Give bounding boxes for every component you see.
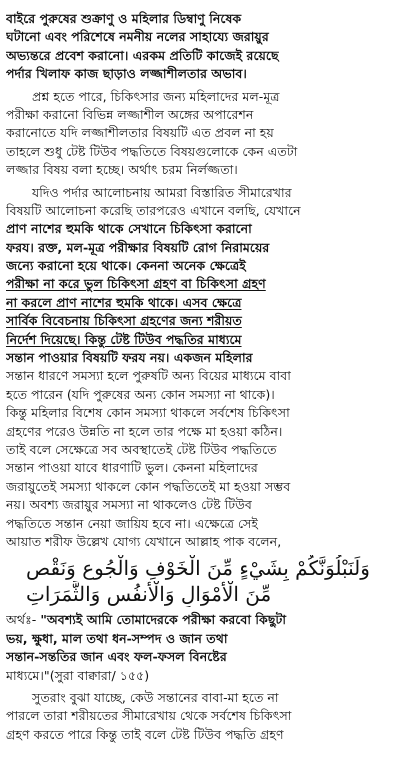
text-line: বিষয়টি আলোচনা করেছি তারপরেও এখানে বলছি, যেখানে xyxy=(6,202,301,218)
text-line: ভয়, ক্ষুধা, মাল তথা ধন-সম্পদ ও জান তথা xyxy=(6,630,228,646)
translation-text: "অবশ্যই আমি তোমাদেরকে পরীক্ষা করবো কিছুটা xyxy=(40,612,286,628)
text-line-emphasis: না করলে প্রাণ নাশের হুমকি থাকে। এসব ক্ষেত্রে xyxy=(6,294,242,310)
text-line: অভ্যন্তরে প্রবেশ করানো। এরকম প্রতিটি কাজেই রয়েছে xyxy=(6,47,279,63)
paragraph-conclusion xyxy=(6,689,394,744)
text-line: সুতরাং বুঝা যাচ্ছে, কেউ সন্তানের বাবা-মা হতে না xyxy=(32,689,279,705)
paragraph-explanation xyxy=(6,184,394,552)
text-line: গ্রহণের পরেও উন্নতি না হলে তার পক্ষে মা হওয়া কঠিন। xyxy=(6,423,283,439)
text-line: তাহলে শুধু টেষ্ট টিউব পদ্ধতিতে বিষয়গুলোকে কেন এতটা xyxy=(6,143,298,159)
text-line: লজ্জার বিষয় বলা হচ্ছে। অর্থাৎ চরম নির্লজ্জতা। xyxy=(6,162,238,178)
text-line: জরায়ুতেই সমস্যা থাকলে কোন পদ্ধতিতেই মা হওয়া সম্ভব xyxy=(6,478,291,494)
text-line: পরীক্ষা করানো বিভিন্ন লজ্জাশীল অঙ্গের অপারেশন xyxy=(6,106,254,122)
text-line: হতে পারেন (যদি পুরুষের অন্য কোন সমস্যা না থাকে)। xyxy=(6,386,275,402)
text-line: করানোতে যদি লজ্জাশীলতার বিষয়টি এত প্রবল না হয় xyxy=(6,125,274,141)
arabic-verse-line: وَلَنَبْلُوَنَّكُمْ بِشَيْءٍ مِّنَ الْخَوْفِ وَالْجُوعِ وَنَقْصٍ xyxy=(26,556,370,581)
text-line-emphasis: প্রাণ নাশের হুমকি থাকে সেখানে চিকিৎসা করানো xyxy=(6,221,252,237)
verse-translation xyxy=(6,611,394,685)
paragraph-intro-continuation xyxy=(6,10,394,84)
text-line: তাই বলে সেক্ষেত্রে সব অবস্থাতেই টেষ্ট টিউব পদ্ধতিতে xyxy=(6,441,277,457)
text-line: সন্তান-সন্ততির জান এবং ফল-ফসল বিনষ্টের xyxy=(6,649,227,665)
text-line: সন্তান ধারণে সমস্যা হলে পুরুষটি অন্য বিয়ের মাধ্যমে বাবা xyxy=(6,368,291,384)
paragraph-question xyxy=(6,88,394,180)
text-line: প্রশ্ন হতে পারে, চিকিৎসার জন্য মহিলাদের মল-মূত্র xyxy=(32,88,280,104)
text-line: কিন্তু মহিলার বিশেষ কোন সমস্যা থাকলে সর্বশেষ চিকিৎসা xyxy=(6,405,290,421)
text-line: পদ্ধতিতে সন্তান নেয়া জায়িয হবে না। এক্ষেত্রে সেই xyxy=(6,515,258,531)
text-line-emphasis: নির্দেশ দিয়েছে। কিন্তু টেষ্ট টিউব পদ্ধতির মাধ্যমে xyxy=(6,331,242,347)
text-line: সন্তান পাওয়া যাবে ধারণাটি ভুল। কেননা মহিলাদের xyxy=(6,460,258,476)
text-line-emphasis: পরীক্ষা না করে ভুল চিকিৎসা গ্রহণ বা চিকিৎসা গ্রহণ xyxy=(6,276,266,292)
text-line: পারলে তারা শরীয়তের সীমারেখায় থেকে সর্বশেষ চিকিৎসা xyxy=(6,708,292,724)
text-line: যদিও পর্দার আলোচনায় আমরা বিস্তারিত সীমারেখার xyxy=(32,184,292,200)
translation-label: অর্থঃ- xyxy=(6,612,37,628)
text-line: নয়। অবশ্য জরায়ুর সমস্যা না থাকলেও টেষ্ট টিউব xyxy=(6,497,252,513)
text-line-emphasis: সন্তান পাওয়ার বিষয়টি ফরয নয়। একজন মহিলার xyxy=(6,350,253,366)
text-line xyxy=(6,611,394,629)
text-line-emphasis: সার্বিক বিবেচনায় চিকিৎসা গ্রহণের জন্য শরীয়ত xyxy=(6,313,242,329)
text-line: গ্রহণ করতে পারে কিন্তু তাই বলে টেষ্ট টিউব পদ্ধতি গ্রহণ xyxy=(6,726,284,742)
text-line-emphasis: ফরয। রক্ত, মল-মূত্র পরীক্ষার বিষয়টি রোগ নিরাময়ের xyxy=(6,239,270,255)
text-line: মাধ্যমে।"(সুরা বাক্বারা/ ১৫৫) xyxy=(6,667,150,683)
text-line: বাইরে পুরুষের শুক্রাণু ও মহিলার ডিম্বাণু নিষেক xyxy=(6,11,242,26)
text-line: ঘটানো এবং পরিশেষে নমনীয় নলের সাহায্যে জরায়ুর xyxy=(6,29,269,45)
text-line: আয়াত শরীফ উল্লেখ যোগ্য যেখানে আল্লাহ পাক বলেন, xyxy=(6,533,282,549)
text-line-emphasis: জন্যে করানো হয়ে থাকে। কেননা অনেক ক্ষেত্রেই xyxy=(6,258,246,274)
arabic-verse-line: مِّنَ الْأَمْوَالِ وَالْأَنفُسِ وَالثَّمَرَاتِ xyxy=(26,582,272,607)
text-line: পর্দার খিলাফ কাজ ছাড়াও লজ্জাশীলতার অভাব। xyxy=(6,66,247,82)
arabic-verse xyxy=(6,555,394,607)
